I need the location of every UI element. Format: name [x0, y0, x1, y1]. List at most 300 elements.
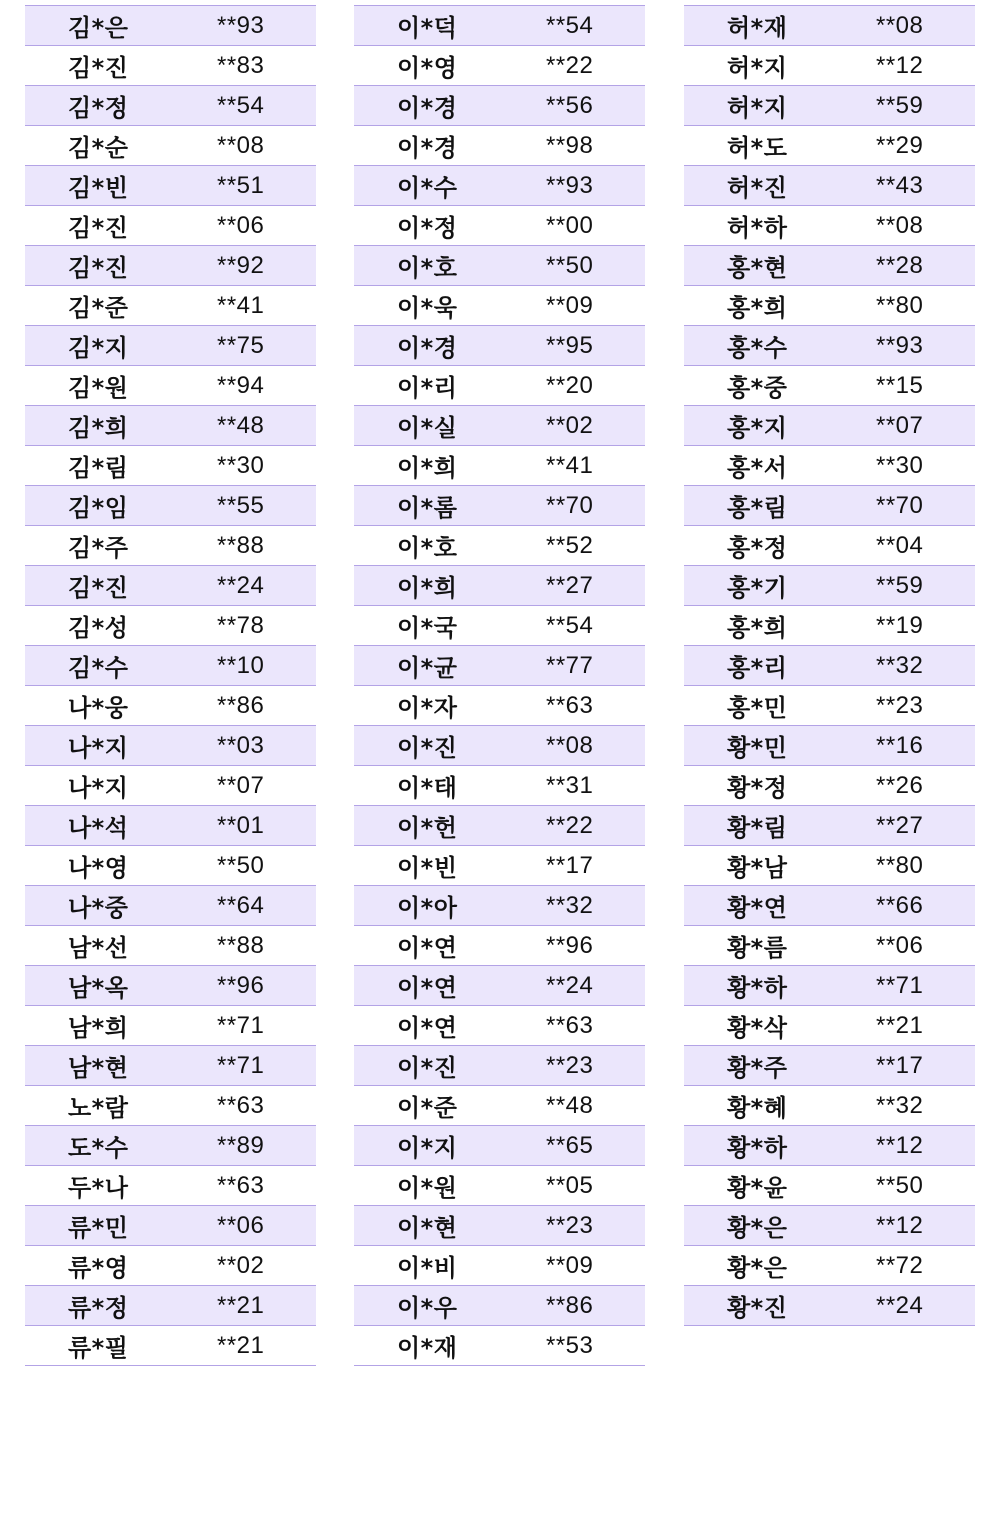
list-item: [684, 86, 975, 126]
list-item: [684, 326, 975, 366]
masked-name: 황*하: [727, 1134, 788, 1162]
masked-phone-suffix: **43: [876, 171, 924, 199]
masked-phone-suffix: **04: [876, 531, 924, 559]
list-item: [25, 766, 316, 806]
masked-phone-suffix: **71: [217, 1051, 265, 1079]
list-item: [25, 486, 316, 526]
masked-name: 나*지: [68, 734, 129, 762]
masked-phone-suffix: **06: [217, 211, 265, 239]
masked-name: 이*정: [397, 214, 458, 242]
masked-name: 홍*서: [727, 454, 788, 482]
list-item: [354, 406, 645, 446]
masked-name: 김*희: [68, 414, 129, 442]
list-item: [25, 1086, 316, 1126]
masked-name: 이*진: [397, 734, 458, 762]
masked-phone-suffix: **21: [876, 1011, 924, 1039]
masked-phone-suffix: **22: [546, 811, 594, 839]
list-item: [25, 566, 316, 606]
masked-name: 홍*수: [727, 334, 788, 362]
masked-phone-suffix: **48: [546, 1091, 594, 1119]
list-item: [25, 366, 316, 406]
list-item: [25, 5, 316, 46]
masked-name: 이*국: [397, 614, 458, 642]
masked-name: 황*윤: [727, 1174, 788, 1202]
masked-phone-suffix: **51: [217, 171, 265, 199]
masked-name: 홍*기: [727, 574, 788, 602]
masked-name: 이*호: [397, 534, 458, 562]
masked-phone-suffix: **64: [217, 891, 265, 919]
masked-phone-suffix: **50: [876, 1171, 924, 1199]
masked-name: 나*중: [68, 894, 129, 922]
list-item: [25, 1046, 316, 1086]
masked-name: 황*연: [727, 894, 788, 922]
list-item: [354, 46, 645, 86]
masked-phone-suffix: **16: [876, 731, 924, 759]
list-item: [354, 1166, 645, 1206]
list-item: [684, 766, 975, 806]
list-item: [25, 166, 316, 206]
list-item: [684, 246, 975, 286]
masked-name: 홍*희: [727, 614, 788, 642]
masked-name: 류*정: [68, 1294, 129, 1322]
list-item: [684, 166, 975, 206]
masked-phone-suffix: **54: [546, 11, 594, 39]
masked-phone-suffix: **65: [546, 1131, 594, 1159]
masked-phone-suffix: **32: [876, 651, 924, 679]
list-item: [354, 846, 645, 886]
list-item: [684, 5, 975, 46]
masked-name: 이*원: [397, 1174, 458, 1202]
masked-phone-suffix: **23: [876, 691, 924, 719]
masked-name: 이*경: [397, 94, 458, 122]
masked-phone-suffix: **88: [217, 931, 265, 959]
masked-name: 황*삭: [727, 1014, 788, 1042]
masked-phone-suffix: **24: [217, 571, 265, 599]
list-item: [25, 726, 316, 766]
list-item: [354, 526, 645, 566]
masked-phone-suffix: **07: [217, 771, 265, 799]
list-item: [354, 246, 645, 286]
masked-phone-suffix: **59: [876, 571, 924, 599]
masked-phone-suffix: **70: [546, 491, 594, 519]
masked-phone-suffix: **15: [876, 371, 924, 399]
masked-name: 홍*림: [727, 494, 788, 522]
masked-phone-suffix: **08: [217, 131, 265, 159]
list-column-1: [25, 5, 316, 1366]
list-item: [25, 966, 316, 1006]
list-column-3: [684, 5, 975, 1326]
masked-name: 이*호: [397, 254, 458, 282]
masked-phone-suffix: **78: [217, 611, 265, 639]
masked-phone-suffix: **53: [546, 1331, 594, 1359]
masked-name: 김*주: [68, 534, 129, 562]
list-item: [354, 366, 645, 406]
masked-name: 도*수: [68, 1134, 129, 1162]
list-item: [684, 686, 975, 726]
list-item: [25, 46, 316, 86]
list-item: [25, 126, 316, 166]
list-item: [354, 1246, 645, 1286]
list-item: [354, 1206, 645, 1246]
masked-name: 이*욱: [397, 294, 458, 322]
masked-phone-suffix: **02: [546, 411, 594, 439]
list-item: [354, 606, 645, 646]
masked-name: 김*진: [68, 254, 129, 282]
masked-name: 황*민: [727, 734, 788, 762]
masked-phone-suffix: **93: [546, 171, 594, 199]
list-item: [354, 446, 645, 486]
list-item: [354, 886, 645, 926]
list-item: [684, 206, 975, 246]
masked-name: 이*연: [397, 1014, 458, 1042]
masked-phone-suffix: **06: [217, 1211, 265, 1239]
masked-phone-suffix: **27: [876, 811, 924, 839]
masked-name: 이*희: [397, 454, 458, 482]
masked-name: 김*성: [68, 614, 129, 642]
list-item: [354, 1286, 645, 1326]
masked-phone-suffix: **32: [876, 1091, 924, 1119]
masked-phone-suffix: **96: [217, 971, 265, 999]
list-item: [354, 1086, 645, 1126]
list-item: [684, 606, 975, 646]
masked-name: 이*자: [397, 694, 458, 722]
masked-phone-suffix: **86: [217, 691, 265, 719]
list-item: [354, 326, 645, 366]
list-item: [25, 1166, 316, 1206]
masked-phone-suffix: **70: [876, 491, 924, 519]
masked-phone-suffix: **21: [217, 1291, 265, 1319]
list-item: [354, 726, 645, 766]
masked-name: 나*지: [68, 774, 129, 802]
list-item: [354, 5, 645, 46]
masked-name: 김*정: [68, 94, 129, 122]
list-item: [354, 566, 645, 606]
list-item: [684, 46, 975, 86]
list-item: [25, 1246, 316, 1286]
masked-phone-suffix: **63: [546, 1011, 594, 1039]
list-item: [25, 846, 316, 886]
masked-name: 이*희: [397, 574, 458, 602]
list-item: [684, 886, 975, 926]
masked-name: 김*수: [68, 654, 129, 682]
list-item: [684, 1046, 975, 1086]
list-item: [684, 486, 975, 526]
masked-name: 허*하: [727, 214, 788, 242]
masked-phone-suffix: **63: [217, 1171, 265, 1199]
list-item: [25, 886, 316, 926]
masked-name: 이*수: [397, 174, 458, 202]
masked-name: 이*연: [397, 974, 458, 1002]
masked-phone-suffix: **17: [876, 1051, 924, 1079]
masked-name: 황*림: [727, 814, 788, 842]
masked-name: 남*선: [68, 934, 129, 962]
masked-phone-suffix: **12: [876, 1211, 924, 1239]
masked-name: 이*아: [397, 894, 458, 922]
masked-phone-suffix: **21: [217, 1331, 265, 1359]
list-item: [25, 326, 316, 366]
masked-name: 황*주: [727, 1054, 788, 1082]
masked-phone-suffix: **24: [876, 1291, 924, 1319]
masked-name: 김*원: [68, 374, 129, 402]
masked-name: 황*진: [727, 1294, 788, 1322]
masked-phone-suffix: **12: [876, 1131, 924, 1159]
masked-name: 김*림: [68, 454, 129, 482]
list-item: [25, 246, 316, 286]
masked-name: 노*람: [68, 1094, 129, 1122]
masked-phone-suffix: **50: [217, 851, 265, 879]
masked-phone-suffix: **83: [217, 51, 265, 79]
list-item: [25, 206, 316, 246]
list-item: [684, 1006, 975, 1046]
masked-phone-suffix: **07: [876, 411, 924, 439]
masked-phone-suffix: **50: [546, 251, 594, 279]
list-item: [354, 1046, 645, 1086]
masked-name: 김*준: [68, 294, 129, 322]
masked-name: 이*헌: [397, 814, 458, 842]
list-item: [684, 1206, 975, 1246]
list-item: [354, 1006, 645, 1046]
masked-name: 황*름: [727, 934, 788, 962]
masked-phone-suffix: **63: [546, 691, 594, 719]
list-item: [25, 1206, 316, 1246]
list-item: [684, 446, 975, 486]
list-item: [25, 1006, 316, 1046]
list-item: [354, 766, 645, 806]
list-item: [25, 926, 316, 966]
masked-phone-suffix: **55: [217, 491, 265, 519]
masked-name: 허*지: [727, 54, 788, 82]
masked-name: 이*연: [397, 934, 458, 962]
masked-phone-suffix: **88: [217, 531, 265, 559]
masked-name: 홍*현: [727, 254, 788, 282]
masked-phone-suffix: **03: [217, 731, 265, 759]
masked-name: 이*경: [397, 134, 458, 162]
list-item: [684, 1286, 975, 1326]
masked-phone-suffix: **96: [546, 931, 594, 959]
list-item: [684, 966, 975, 1006]
list-item: [684, 406, 975, 446]
list-item: [354, 126, 645, 166]
masked-name: 이*우: [397, 1294, 458, 1322]
masked-name: 이*영: [397, 54, 458, 82]
list-item: [684, 806, 975, 846]
masked-phone-suffix: **71: [217, 1011, 265, 1039]
masked-phone-suffix: **41: [546, 451, 594, 479]
masked-phone-suffix: **31: [546, 771, 594, 799]
list-item: [354, 966, 645, 1006]
masked-name: 류*영: [68, 1254, 129, 1282]
masked-name: 류*민: [68, 1214, 129, 1242]
masked-phone-suffix: **48: [217, 411, 265, 439]
list-item: [25, 1326, 316, 1366]
masked-phone-suffix: **08: [876, 11, 924, 39]
list-item: [684, 726, 975, 766]
masked-phone-suffix: **63: [217, 1091, 265, 1119]
masked-phone-suffix: **09: [546, 1251, 594, 1279]
list-item: [25, 286, 316, 326]
masked-name: 이*태: [397, 774, 458, 802]
masked-name: 홍*지: [727, 414, 788, 442]
list-item: [684, 286, 975, 326]
masked-phone-suffix: **20: [546, 371, 594, 399]
masked-name: 김*진: [68, 54, 129, 82]
masked-phone-suffix: **59: [876, 91, 924, 119]
masked-name: 황*혜: [727, 1094, 788, 1122]
list-item: [354, 166, 645, 206]
masked-phone-suffix: **56: [546, 91, 594, 119]
list-item: [354, 646, 645, 686]
masked-name: 두*나: [68, 1174, 129, 1202]
masked-name: 남*희: [68, 1014, 129, 1042]
list-item: [354, 86, 645, 126]
masked-name: 이*재: [397, 1334, 458, 1362]
list-item: [354, 686, 645, 726]
masked-phone-suffix: **86: [546, 1291, 594, 1319]
masked-name: 홍*희: [727, 294, 788, 322]
masked-name: 황*은: [727, 1214, 788, 1242]
list-item: [684, 526, 975, 566]
list-item: [354, 286, 645, 326]
masked-name: 류*필: [68, 1334, 129, 1362]
masked-phone-suffix: **54: [217, 91, 265, 119]
masked-phone-suffix: **66: [876, 891, 924, 919]
masked-name: 김*진: [68, 214, 129, 242]
masked-name: 이*실: [397, 414, 458, 442]
masked-phone-suffix: **54: [546, 611, 594, 639]
list-item: [25, 646, 316, 686]
masked-phone-suffix: **41: [217, 291, 265, 319]
masked-phone-suffix: **08: [546, 731, 594, 759]
masked-name: 황*하: [727, 974, 788, 1002]
masked-name: 황*은: [727, 1254, 788, 1282]
list-item: [684, 1086, 975, 1126]
masked-name: 홍*리: [727, 654, 788, 682]
masked-phone-suffix: **32: [546, 891, 594, 919]
masked-phone-suffix: **29: [876, 131, 924, 159]
list-item: [25, 86, 316, 126]
masked-name: 김*임: [68, 494, 129, 522]
masked-phone-suffix: **23: [546, 1051, 594, 1079]
masked-name: 나*석: [68, 814, 129, 842]
list-item: [684, 646, 975, 686]
masked-phone-suffix: **28: [876, 251, 924, 279]
masked-phone-suffix: **17: [546, 851, 594, 879]
masked-name: 황*정: [727, 774, 788, 802]
masked-phone-suffix: **01: [217, 811, 265, 839]
masked-phone-suffix: **22: [546, 51, 594, 79]
masked-phone-suffix: **72: [876, 1251, 924, 1279]
list-item: [684, 846, 975, 886]
list-item: [684, 926, 975, 966]
list-item: [354, 806, 645, 846]
masked-name: 이*롬: [397, 494, 458, 522]
list-item: [354, 1326, 645, 1366]
list-item: [684, 1166, 975, 1206]
masked-name: 남*옥: [68, 974, 129, 1002]
masked-phone-suffix: **52: [546, 531, 594, 559]
masked-name: 김*순: [68, 134, 129, 162]
list-item: [25, 526, 316, 566]
list-column-2: [354, 5, 645, 1366]
list-item: [25, 406, 316, 446]
masked-phone-suffix: **98: [546, 131, 594, 159]
list-item: [684, 366, 975, 406]
masked-name: 이*덕: [397, 14, 458, 42]
masked-phone-suffix: **00: [546, 211, 594, 239]
masked-name: 나*영: [68, 854, 129, 882]
masked-phone-suffix: **71: [876, 971, 924, 999]
masked-phone-suffix: **92: [217, 251, 265, 279]
masked-phone-suffix: **93: [876, 331, 924, 359]
masked-phone-suffix: **93: [217, 11, 265, 39]
masked-phone-suffix: **09: [546, 291, 594, 319]
masked-phone-suffix: **27: [546, 571, 594, 599]
masked-name: 황*남: [727, 854, 788, 882]
masked-name: 이*경: [397, 334, 458, 362]
masked-name: 이*빈: [397, 854, 458, 882]
masked-phone-suffix: **80: [876, 851, 924, 879]
masked-phone-suffix: **19: [876, 611, 924, 639]
masked-name: 홍*중: [727, 374, 788, 402]
list-item: [684, 126, 975, 166]
masked-name: 김*빈: [68, 174, 129, 202]
masked-name: 허*재: [727, 14, 788, 42]
masked-name: 김*은: [68, 14, 129, 42]
masked-name: 허*진: [727, 174, 788, 202]
masked-name: 이*현: [397, 1214, 458, 1242]
masked-name: 이*준: [397, 1094, 458, 1122]
masked-phone-suffix: **89: [217, 1131, 265, 1159]
masked-name: 김*진: [68, 574, 129, 602]
masked-name: 이*비: [397, 1254, 458, 1282]
masked-phone-suffix: **10: [217, 651, 265, 679]
masked-phone-suffix: **06: [876, 931, 924, 959]
masked-phone-suffix: **75: [217, 331, 265, 359]
masked-phone-suffix: **08: [876, 211, 924, 239]
masked-phone-suffix: **02: [217, 1251, 265, 1279]
list-item: [354, 486, 645, 526]
masked-name: 이*리: [397, 374, 458, 402]
masked-phone-suffix: **80: [876, 291, 924, 319]
list-item: [684, 1126, 975, 1166]
masked-name: 이*진: [397, 1054, 458, 1082]
masked-name: 이*지: [397, 1134, 458, 1162]
list-item: [684, 566, 975, 606]
masked-phone-suffix: **05: [546, 1171, 594, 1199]
list-item: [25, 686, 316, 726]
masked-name: 나*웅: [68, 694, 129, 722]
masked-phone-suffix: **12: [876, 51, 924, 79]
list-item: [25, 606, 316, 646]
list-item: [25, 1126, 316, 1166]
masked-phone-suffix: **24: [546, 971, 594, 999]
masked-name: 허*지: [727, 94, 788, 122]
masked-phone-suffix: **77: [546, 651, 594, 679]
list-item: [684, 1246, 975, 1286]
masked-phone-suffix: **94: [217, 371, 265, 399]
masked-name: 허*도: [727, 134, 788, 162]
masked-name: 이*균: [397, 654, 458, 682]
masked-phone-suffix: **30: [876, 451, 924, 479]
masked-name: 홍*민: [727, 694, 788, 722]
list-item: [25, 446, 316, 486]
list-item: [25, 806, 316, 846]
list-item: [354, 1126, 645, 1166]
masked-phone-suffix: **26: [876, 771, 924, 799]
masked-phone-suffix: **30: [217, 451, 265, 479]
masked-phone-suffix: **23: [546, 1211, 594, 1239]
list-item: [25, 1286, 316, 1326]
